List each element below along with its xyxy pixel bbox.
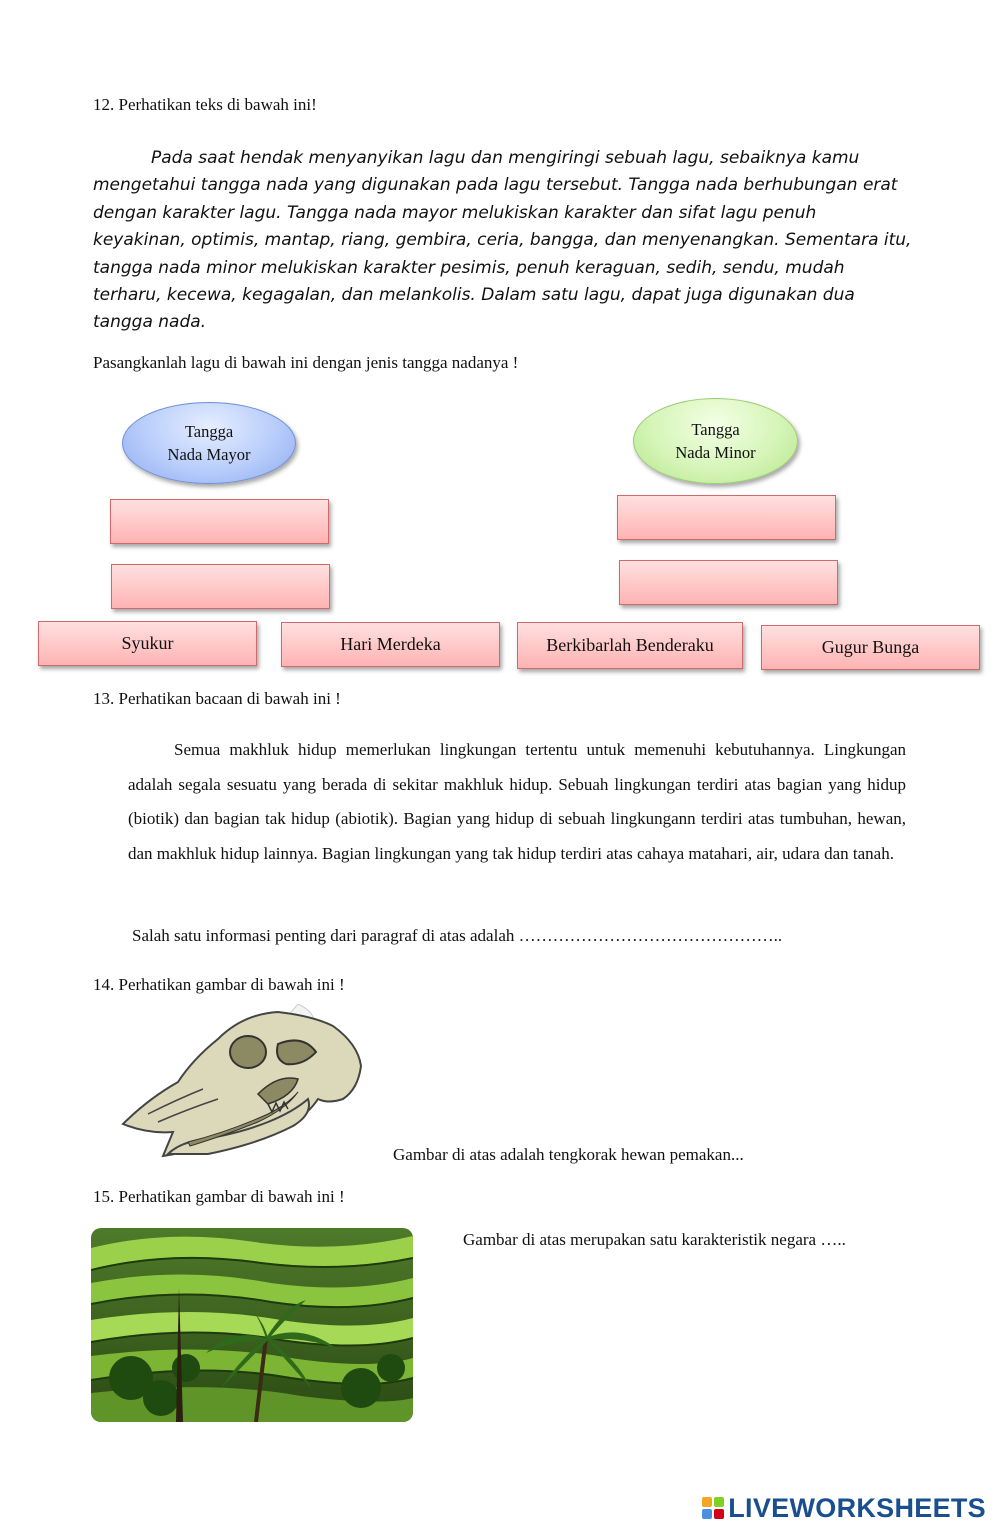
q13-title: 13. Perhatikan bacaan di bawah ini ! bbox=[93, 689, 341, 708]
major-label-line2: Nada Mayor bbox=[167, 445, 251, 464]
major-label-line1: Tangga bbox=[184, 422, 234, 441]
song-option-hari-merdeka[interactable]: Hari Merdeka bbox=[281, 622, 500, 667]
q13-question: Salah satu informasi penting dari paragraf di atas adalah ……………………………………….. bbox=[132, 926, 783, 945]
song-option-syukur[interactable]: Syukur bbox=[38, 621, 257, 666]
q12-title: 12. Perhatikan teks di bawah ini! bbox=[93, 95, 317, 114]
skull-image bbox=[118, 1004, 366, 1159]
q12-paragraph: Pada saat hendak menyanyikan lagu dan mengiringi sebuah lagu, sebaiknya kamu mengetahui tangga nada yang digunakan pada lagu tersebut. Tangga nada berhubungan erat dengan karakter lagu. Tangga nada mayor melukiskan karakter dan sifat lagu penuh keyakinan, optimis, mantap, riang, gembira, ceria, bangga, dan menyenangkan. Sementara itu, tangga nada minor melukiskan karakter pesimis, penuh keraguan, sedih, sendu, mudah terharu, kecewa, kegagalan, dan melankolis. Dalam satu lagu, dapat juga digunakan dua tangga nada. bbox=[93, 148, 912, 333]
song-option-berkibarlah-benderaku[interactable]: Berkibarlah Benderaku bbox=[517, 622, 743, 669]
minor-label-line1: Tangga bbox=[691, 420, 740, 439]
rice-terrace-photo bbox=[91, 1228, 413, 1422]
major-scale-oval bbox=[122, 402, 296, 484]
minor-scale-oval bbox=[633, 398, 798, 484]
minor-label-line2: Nada Minor bbox=[675, 443, 756, 462]
q15-title: 15. Perhatikan gambar di bawah ini ! bbox=[93, 1187, 345, 1206]
logo-text: LIVEWORKSHEETS bbox=[728, 1492, 986, 1523]
q13-paragraph: Semua makhluk hidup memerlukan lingkungan tertentu untuk memenuhi kebutuhannya. Lingkungan adalah segala sesuatu yang berada di sekitar makhluk hidup. Sebuah lingkungan terdiri atas bagian yang hidup (biotik) dan bagian tak hidup (abiotik). Bagian yang hidup di sebuah lingkungann terdiri atas tumbuhan, hewan, dan makhluk hidup lainnya. Bagian lingkungan yang tak hidup terdiri atas cahaya matahari, air, udara dan tanah. bbox=[128, 740, 906, 863]
minor-drop-slot-1[interactable] bbox=[617, 495, 836, 540]
major-drop-slot-2[interactable] bbox=[111, 564, 330, 609]
liveworksheets-logo bbox=[702, 1492, 986, 1524]
liveworksheets-logo-icon bbox=[702, 1497, 724, 1519]
q12-instruction: Pasangkanlah lagu di bawah ini dengan jenis tangga nadanya ! bbox=[93, 353, 519, 372]
song-option-gugur-bunga[interactable]: Gugur Bunga bbox=[761, 625, 980, 670]
q14-title: 14. Perhatikan gambar di bawah ini ! bbox=[93, 975, 345, 994]
q15-question: Gambar di atas merupakan satu karakteristik negara ….. bbox=[463, 1230, 846, 1249]
minor-drop-slot-2[interactable] bbox=[619, 560, 838, 605]
q14-question: Gambar di atas adalah tengkorak hewan pemakan... bbox=[393, 1145, 744, 1164]
major-drop-slot-1[interactable] bbox=[110, 499, 329, 544]
